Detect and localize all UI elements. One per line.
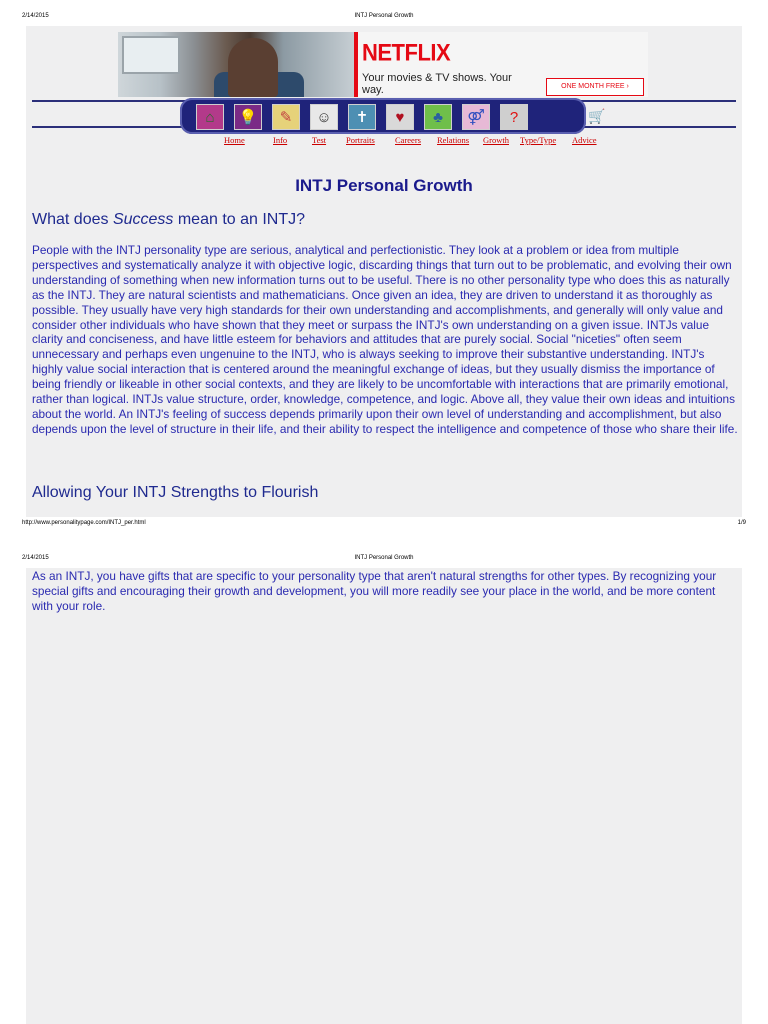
test-pencil-icon[interactable]: ✎: [272, 104, 300, 130]
question-icon[interactable]: ?: [500, 104, 528, 130]
print-date-2: 2/14/2015: [22, 555, 49, 561]
print-header-2: [22, 555, 746, 565]
ad-tagline: Your movies & TV shows. Your way.: [362, 72, 512, 96]
home-icon[interactable]: ⌂: [196, 104, 224, 130]
section-heading-success: What does Success mean to an INTJ?: [32, 211, 306, 228]
print-page-number: 1/9: [737, 520, 746, 526]
nav-link-portraits[interactable]: Portraits: [346, 135, 375, 145]
nav-links: [198, 135, 597, 147]
page-title: INTJ Personal Growth: [295, 176, 473, 195]
nav-link-test[interactable]: Test: [312, 135, 327, 145]
cart-icon[interactable]: 🛒: [588, 108, 606, 124]
heart-icon[interactable]: ♥: [386, 104, 414, 130]
print-doc-title: INTJ Personal Growth: [354, 13, 414, 19]
section-heading-strengths: Allowing Your INTJ Strengths to Flourish: [32, 484, 319, 501]
page-content-2: [26, 568, 742, 1024]
nav-link-info[interactable]: Info: [273, 135, 288, 145]
portrait-icon[interactable]: ☺: [310, 104, 338, 130]
couple-icon[interactable]: ⚤: [462, 104, 490, 130]
lightbulb-icon[interactable]: 💡: [234, 104, 262, 130]
nav-link-type-type[interactable]: Type/Type: [520, 135, 557, 145]
print-url: http://www.personalitypage.com/INTJ_per.html: [22, 520, 146, 526]
print-header: [22, 13, 746, 23]
ad-photo: [118, 32, 354, 97]
page-content-1: [26, 26, 742, 517]
careers-icon[interactable]: ✝: [348, 104, 376, 130]
paragraph-success: People with the INTJ personality type are serious, analytical and perfectionistic. They look at a problem or idea from multiple perspectives and systematically analyze it with objective logic, discarding things that turn out to be problematic, and evolving their own understanding of something when new information turns out to be useful. There is no other personality type who does this as naturally as the INTJ. They are natural scientists and mathematicians. Once given an idea, they are driven to understand it as thoroughly as possible. They usually have very high standards for their own understanding and accomplishments, and generally will only value and consider other individuals who have shown that they meet or surpass the INTJ's own understanding on a given issue. INTJs value clarity and conciseness, and have little esteem for behaviors and attitudes that are purely social. Social "niceties" often seem unnecessary and perhaps even ungenuine to the INTJ, who is always seeking to improve their substantive understanding. INTJ's highly value social interaction that is centered around the meaningful exchange of ideas, but they usually dismiss the importance of being friendly or likeable in other social contexts, and they are likely to be uncomfortable with interactions that are primarily emotional, rather than logical. INTJs value structure, order, knowledge, competence, and logic. Above all, they value their own ideas and intuitions about the world. An INTJ's feeling of success depends primarily upon their own level of understanding and accomplishment, but also depends upon the level of structure in their life, and their ability to respect the intelligence and competence of those who share their life.: [32, 243, 738, 436]
print-footer: [22, 520, 746, 530]
netflix-logo: NETFLIX: [362, 38, 451, 67]
nav-icons: [196, 104, 572, 132]
print-doc-title-2: INTJ Personal Growth: [354, 555, 414, 561]
nav-link-relations[interactable]: Relations: [437, 135, 470, 145]
paragraph-strengths: As an INTJ, you have gifts that are specific to your personality type that aren't natural strengths for other types. By recognizing your special gifts and encouraging their growth and development, you will more readily see your place in the world, and be more content with your role.: [32, 569, 717, 613]
nav-link-growth[interactable]: Growth: [483, 135, 509, 145]
print-date: 2/14/2015: [22, 13, 49, 19]
netflix-ad-banner[interactable]: [118, 32, 648, 97]
tree-icon[interactable]: ♣: [424, 104, 452, 130]
ad-cta-button[interactable]: ONE MONTH FREE ›: [546, 78, 644, 96]
nav-link-advice[interactable]: Advice: [572, 135, 597, 145]
nav-link-careers[interactable]: Careers: [395, 135, 421, 145]
nav-link-home[interactable]: Home: [224, 135, 245, 145]
